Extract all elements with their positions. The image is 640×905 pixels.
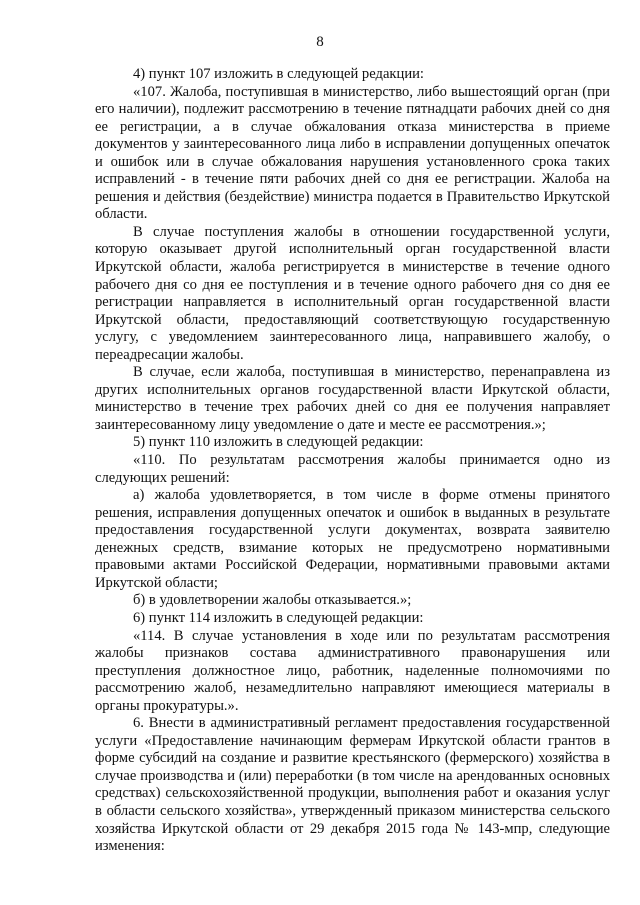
paragraph-section-6: 6. Внести в административный регламент предоставления государственной услуги «Предоставление начинающим фермерам Иркутской области грантов в форме субсидий на создание и развитие крестьянского (фермерского) хозяйства в случае производства и (или) переработки (в том числе на арендованных основных средствах) сельскохозяйственной продукции, выполнения работ и оказания услуг в области сельского хозяйства», утвержденный приказом министерства сельского хозяйства Иркутской области от 29 декабря 2015 года № 143-мпр, следующие изменения:	[95, 715, 610, 855]
paragraph-item-5: 5) пункт 110 изложить в следующей редакции:	[133, 434, 424, 451]
page-number: 8	[316, 34, 324, 50]
paragraph-item-4: 4) пункт 107 изложить в следующей редакции:	[133, 66, 424, 82]
document-body	[95, 66, 610, 856]
paragraph-decision-a: а) жалоба удовлетворяется, в том числе в форме отмены принятого решения, исправления допущенных опечаток и ошибок в выданных в результате предоставления государственной услуги документах, возврата заявителю денежных средств, взимание которых не предусмотрено нормативными правовыми актами Российской Федерации, нормативными правовыми актами Иркутской области;	[95, 487, 610, 591]
paragraph-complaint-forwarded: В случае, если жалоба, поступившая в министерство, перенаправлена из других исполнительных органов государственной власти Иркутской области, министерство в течение трех рабочих дней со дня ее получения направляет заинтересованному лицу уведомление о дате и месте ее рассмотрения.»;	[95, 364, 610, 433]
paragraph-clause-114: «114. В случае установления в ходе или по результатам рассмотрения жалобы признаков состава административного правонарушения или преступления должностное лицо, работник, наделенные полномочиями по рассмотрению жалоб, незамедлительно направляют имеющиеся материалы в органы прокуратуры.».	[95, 627, 610, 714]
paragraph-clause-107: «107. Жалоба, поступившая в министерство, либо вышестоящий орган (при его наличии), подлежит рассмотрению в течение пятнадцати рабочих дней со дня ее регистрации, а в случае обжалования отказа министерства в приеме документов у заинтересованного лица либо в исправлении допущенных опечаток и ошибок или в случае обжалования нарушения установленного срока таких исправлений - в течение пяти рабочих дней со дня ее регистрации. Жалоба на решения и действия (бездействие) министра подается в Правительство Иркутской области.	[95, 83, 610, 223]
paragraph-complaint-redirect: В случае поступления жалобы в отношении государственной услуги, которую оказывает другой исполнительный орган государственной власти Иркутской области, жалоба регистрируется в министерстве в течение одного рабочего дня со дня ее поступления и в течение одного рабочего дня со дня ее регистрации направляется в исполнительный орган государственной власти Иркутской области, предоставляющий соответствующую государственную услугу, с уведомлением заинтересованного лица, направившего жалобу, о переадресации жалобы.	[95, 223, 610, 363]
paragraph-clause-110: «110. По результатам рассмотрения жалобы принимается одно из следующих решений:	[95, 452, 610, 486]
paragraph-item-6: 6) пункт 114 изложить в следующей редакции:	[133, 609, 424, 626]
paragraph-decision-b: б) в удовлетворении жалобы отказывается.»;	[133, 592, 412, 609]
